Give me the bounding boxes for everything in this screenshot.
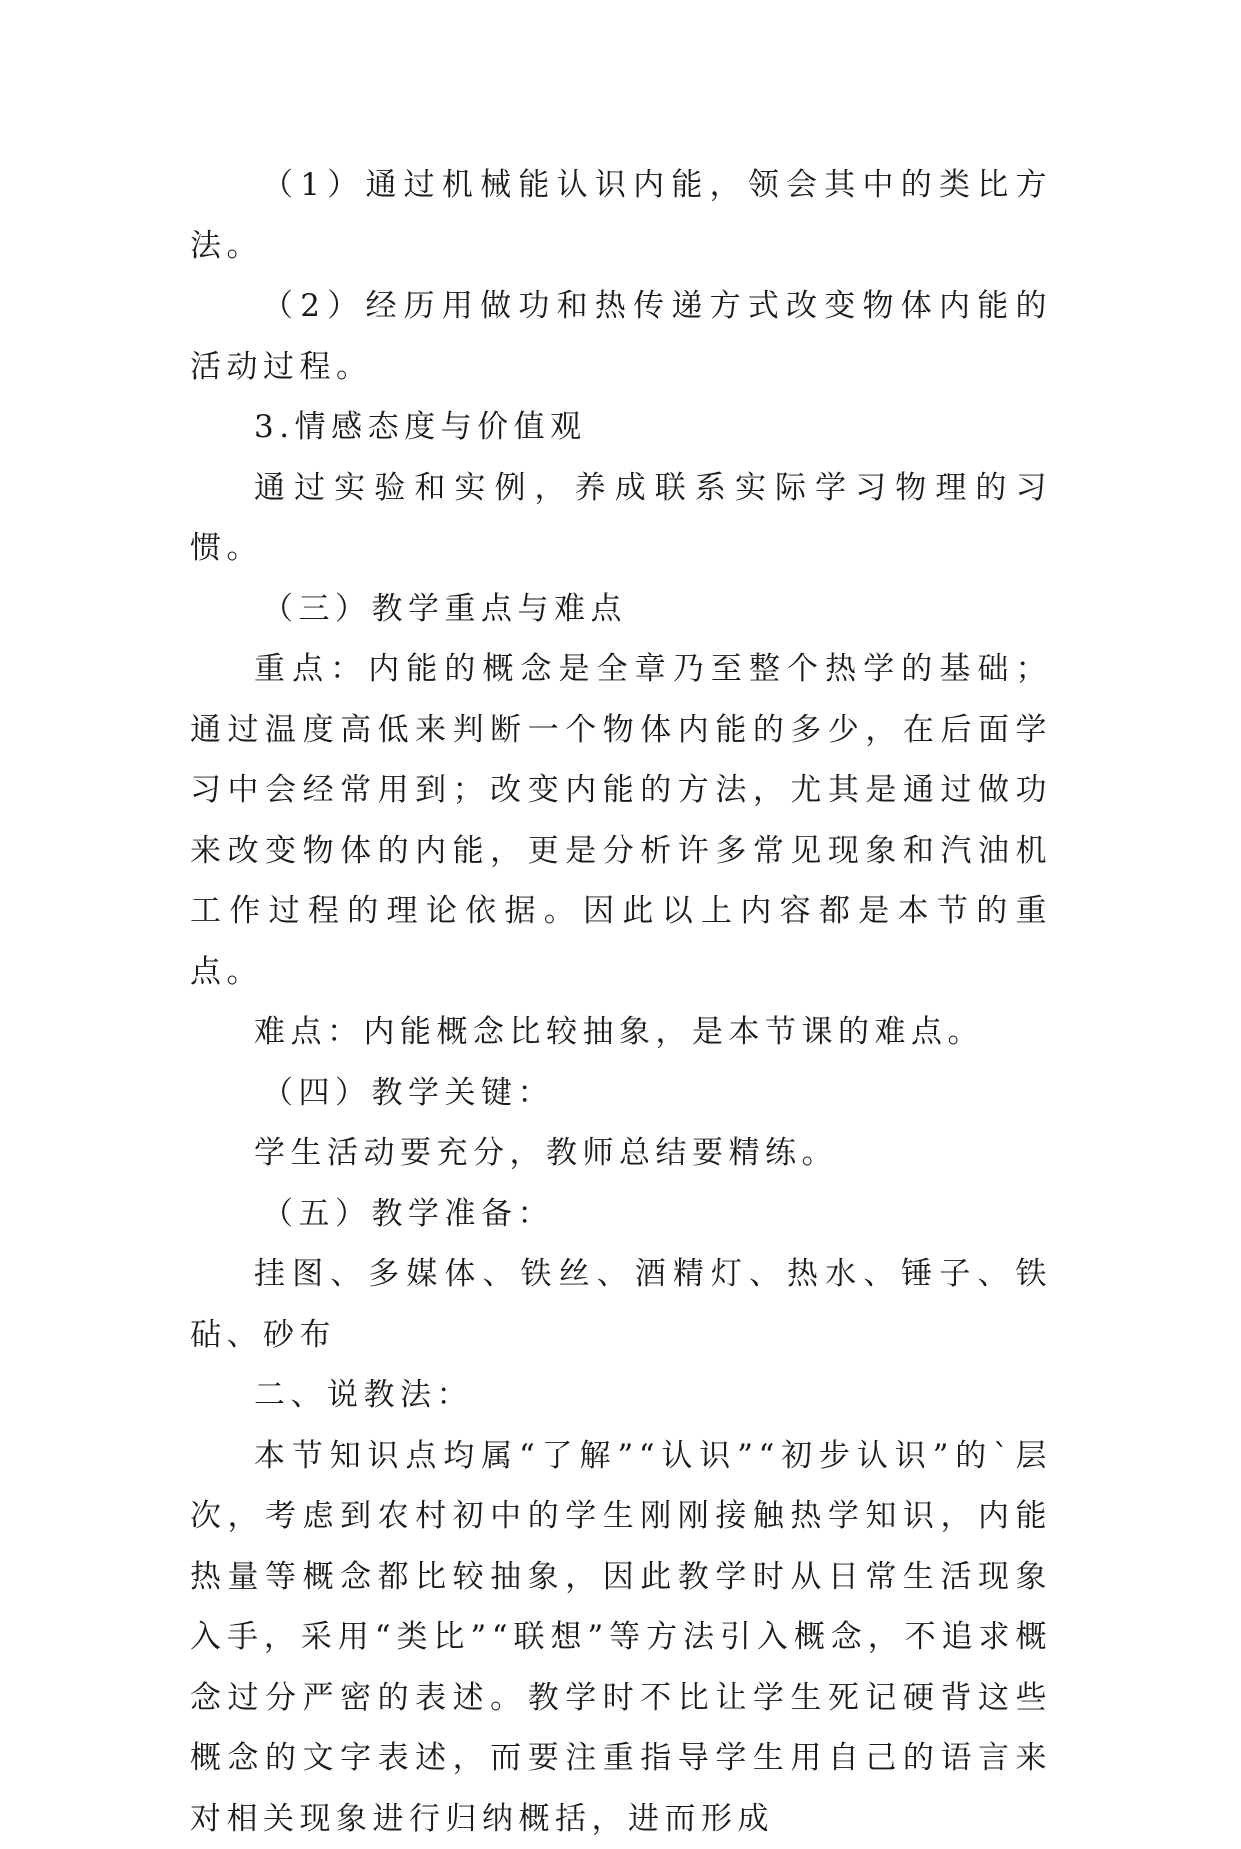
document-body bbox=[190, 155, 1052, 1849]
teaching-method-text: 本节知识点均属“了解”“认识”“初步认识”的`层次，考虑到农村初中的学生刚刚接触热学知识，内能热量等概念都比较抽象，因此教学时从日常生活现象入手，采用“类比”“联想”等方法引入概念，不追求概念过分严密的表述。教学时不比让学生死记硬背这些概念的文字表述，而要注重指导学生用自己的语言来对相关现象进行归纳概括，进而形成 bbox=[190, 1426, 1052, 1849]
section-heading-emotion: 3.情感态度与价值观 bbox=[190, 397, 1052, 458]
preparation-text: 挂图、多媒体、铁丝、酒精灯、热水、锤子、铁砧、砂布 bbox=[190, 1244, 1052, 1365]
difficulty-text: 难点：内能概念比较抽象，是本节课的难点。 bbox=[190, 1002, 1052, 1063]
objective-1: （1）通过机械能认识内能，领会其中的类比方法。 bbox=[190, 155, 1052, 276]
objective-2: （2）经历用做功和热传递方式改变物体内能的活动过程。 bbox=[190, 276, 1052, 397]
section-heading-teaching-method: 二、说教法： bbox=[190, 1365, 1052, 1426]
key-points-text: 重点：内能的概念是全章乃至整个热学的基础；通过温度高低来判断一个物体内能的多少，在后面学习中会经常用到；改变内能的方法，尤其是通过做功来改变物体的内能，更是分析许多常见现象和汽油机工作过程的理论依据。因此以上内容都是本节的重点。 bbox=[190, 639, 1052, 1002]
section-heading-key-points: （三）教学重点与难点 bbox=[190, 579, 1052, 640]
section-heading-preparation: （五）教学准备： bbox=[190, 1184, 1052, 1245]
emotion-text: 通过实验和实例，养成联系实际学习物理的习惯。 bbox=[190, 458, 1052, 579]
section-heading-teaching-key: （四）教学关键： bbox=[190, 1063, 1052, 1124]
teaching-key-text: 学生活动要充分，教师总结要精练。 bbox=[190, 1123, 1052, 1184]
